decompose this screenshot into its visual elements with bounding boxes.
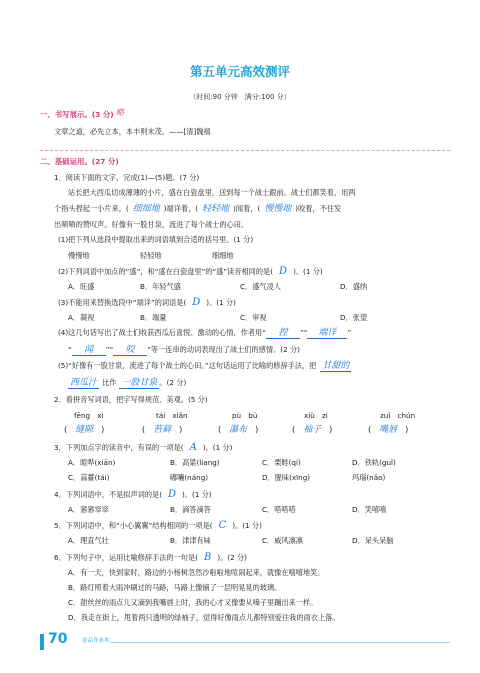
- q5-opt-a: A．理直气壮: [68, 536, 109, 545]
- q2-box-1: ( 缝隙 ): [64, 425, 105, 435]
- q1-word-3: 细细地: [212, 251, 234, 260]
- q1-sub5-answer-2: 西瓜汁: [70, 378, 98, 388]
- q4-answer: D: [168, 489, 177, 500]
- q3-opt-d: D．腥味(xīng): [262, 473, 311, 482]
- q2-pinyin-5: zuǐ chún: [380, 411, 416, 420]
- q1-sub3-opt-d: D．张望: [340, 313, 368, 322]
- q1-word-2: 轻轻地: [140, 251, 162, 260]
- q3-opt-a: A．暄哗(xiān): [68, 458, 116, 467]
- page-title: 第五单元高效测评: [189, 64, 290, 79]
- q1-sub2-opt-a: A．旺盛: [68, 282, 95, 291]
- q6-opt-a: A．有一天，快到家时，路边的小杨树忽然沙啦啦地喧闹起来，就像在嘻嘻地笑。: [68, 568, 325, 577]
- q1-sub5-answer-3: 一股甘泉: [121, 378, 158, 388]
- q1-sub5-answer-1: 甘甜的: [322, 361, 350, 371]
- q3-opt-c1: C．栗畦(qí): [262, 458, 301, 467]
- q1-sub4-answer-1: 捏: [266, 329, 300, 339]
- page-number: 70: [48, 631, 68, 647]
- q2-stem: 2．看拼音写词语，把字写得规范、美观。(5 分): [54, 395, 208, 404]
- section-divider: [40, 150, 450, 151]
- q4-opt-b: B．滴答滴答: [170, 505, 211, 514]
- q2-pinyin-2: tái xiǎn: [156, 411, 188, 420]
- q5-opt-b: B．津津有味: [170, 536, 211, 545]
- q5-stem: 5．下列词语中，和“小心翼翼”结构相同的一项是( C )。(1 分): [54, 520, 262, 531]
- calligraphy-quote: 文章之道，必先立本，本丰则末茂。——[清]魏禧: [54, 127, 211, 136]
- q1-answer-2: 轻轻地: [202, 204, 230, 214]
- time-score-note: （时间:90 分钟 满分:100 分）: [189, 93, 291, 101]
- q3-stem: 3．下列加点字的读音中，有误的一项是( A )。(1 分): [54, 442, 233, 453]
- q3-answer: A: [189, 442, 197, 453]
- q1-word-1: 慢慢地: [68, 251, 90, 260]
- q2-pinyin-1: fēng xì: [74, 411, 104, 420]
- q2-box-4: ( 袖子 ): [292, 425, 333, 435]
- q1-sub2: (2)下列词语中加点的“盛”，和“盛在白瓷盘里”的“盛”读音相同的是( D )。(1 分): [58, 266, 323, 277]
- q1-sub5-line1: (5)“好像有一股甘泉，流进了每个战士的心田。”这句话运用了比喻的修辞手法，把 甘甜的: [58, 361, 350, 371]
- q1-sub2-opt-b: B．年轻气盛: [140, 282, 181, 291]
- q1-stem: 1．阅读下面的文字，完成(1)—(5)题。(7 分): [54, 173, 200, 182]
- q1-sub3-opt-b: B．端量: [140, 313, 167, 322]
- q3-opt-c: C．蒜薹(tái): [68, 473, 110, 482]
- q6-answer: B: [203, 552, 212, 563]
- q1-passage-line1: 站长把大西瓜切成薄薄的小片，盛在白瓷盘里，送到每一个战士跟前。战士们都笑着，用两: [68, 188, 356, 197]
- q2-box-3: ( 瀑布 ): [218, 425, 259, 435]
- q4-opt-c: C．嗒嗒嗒: [262, 505, 296, 514]
- q1-sub3-answer: D: [192, 297, 201, 308]
- q1-sub2-opt-c: C．盛气凌人: [240, 282, 281, 291]
- section-2-heading: 二、基础运用。(27 分): [40, 157, 119, 166]
- q1-sub1: (1)把下列从选段中提取出来的词语填到合适的括号里。(1 分): [58, 235, 254, 244]
- q6-opt-d: D．我走在街上，甩着两只透明的绿袖子，觉得好像雨点儿都特别爱往我的雨衣上落。: [68, 613, 340, 622]
- q5-opt-c: C．威风凛凛: [262, 536, 303, 545]
- q2-pinyin-3: pù bù: [232, 411, 258, 420]
- q2-box-2: ( 苔藓 ): [142, 425, 183, 435]
- q1-sub4-line1: (4)这几句话写出了战士们收获西瓜后喜悦、激动的心情，作者用“ 捏 ”“ 端详 ”: [58, 328, 352, 338]
- q2-pinyin-4: xiù zi: [304, 411, 328, 420]
- section-1-heading: 一、书写展示。(3 分): [40, 110, 114, 119]
- q1-answer-3: 慢慢地: [264, 204, 292, 214]
- q1-sub2-answer: D: [279, 266, 288, 277]
- q1-answer-1: 细细地: [132, 204, 160, 214]
- q3-opt-c2: 嘟囔(náng): [170, 473, 209, 482]
- q1-passage-line3: 出啧啧的赞叹声。好像有一股甘泉，流进了每个战士的心田。: [54, 220, 249, 229]
- q1-sub4-answer-4: 咬: [113, 346, 147, 356]
- q4-opt-d: D．笑嘻嘻: [352, 505, 387, 514]
- q4-stem: 4．下列词语中，不是拟声词的是( D )。(1 分): [54, 489, 212, 500]
- q5-answer: C: [218, 520, 227, 531]
- q6-stem: 6．下列句子中，运用比喻修辞手法的一句是( B )。(2 分): [54, 552, 247, 563]
- q1-sub3-opt-c: C．审视: [240, 313, 267, 322]
- q1-sub5-line2: 西瓜汁 比作 一股甘泉 。(2 分): [70, 378, 187, 388]
- footer-accent-bar: [40, 634, 44, 650]
- q6-opt-c: C．甜丝丝的雨点儿又滴到我嘴唇上时，我的心才又像要从嗓子里蹦出来一样。: [68, 598, 318, 607]
- q1-sub4-line2: “ 闻 ”“ 咬 ”等一连串的动词表现出了战士们的感情。(2 分): [68, 345, 300, 355]
- q5-opt-d: D．呆头呆脑: [352, 536, 394, 545]
- q3-opt-d1: D．铁轨(guǐ): [352, 458, 396, 467]
- q1-sub3: (3)不能用来替换选段中“端详”的词语是( D )。(1 分): [58, 297, 236, 308]
- q6-opt-b: B．路灯照着大雨冲刷过的马路，马路上像铺了一层明晃晃的玻璃。: [68, 583, 282, 592]
- q3-opt-d2: 玛瑙(nǎo): [352, 473, 386, 482]
- footer-rule: [110, 642, 450, 643]
- q1-passage-line2: 个指头捏起一小片来，( 细细地 )端详着，( 轻轻地 )闻着，( 慢慢地 )咬着，不住发: [54, 204, 342, 214]
- section-1-mark: 略: [116, 108, 124, 117]
- q1-sub2-opt-d: D．盛纳: [340, 282, 368, 291]
- footer-book-title: 金品作业本: [82, 638, 110, 644]
- q3-opt-b: B．高粱(liang): [170, 458, 220, 467]
- q1-sub3-opt-a: A．凝视: [68, 313, 95, 322]
- q1-sub4-answer-2: 端详: [307, 329, 347, 339]
- q2-box-5: ( 嘴唇 ): [368, 425, 409, 435]
- q1-sub4-answer-3: 闻: [72, 346, 106, 356]
- q4-opt-a: A．窸窸窣窣: [68, 505, 109, 514]
